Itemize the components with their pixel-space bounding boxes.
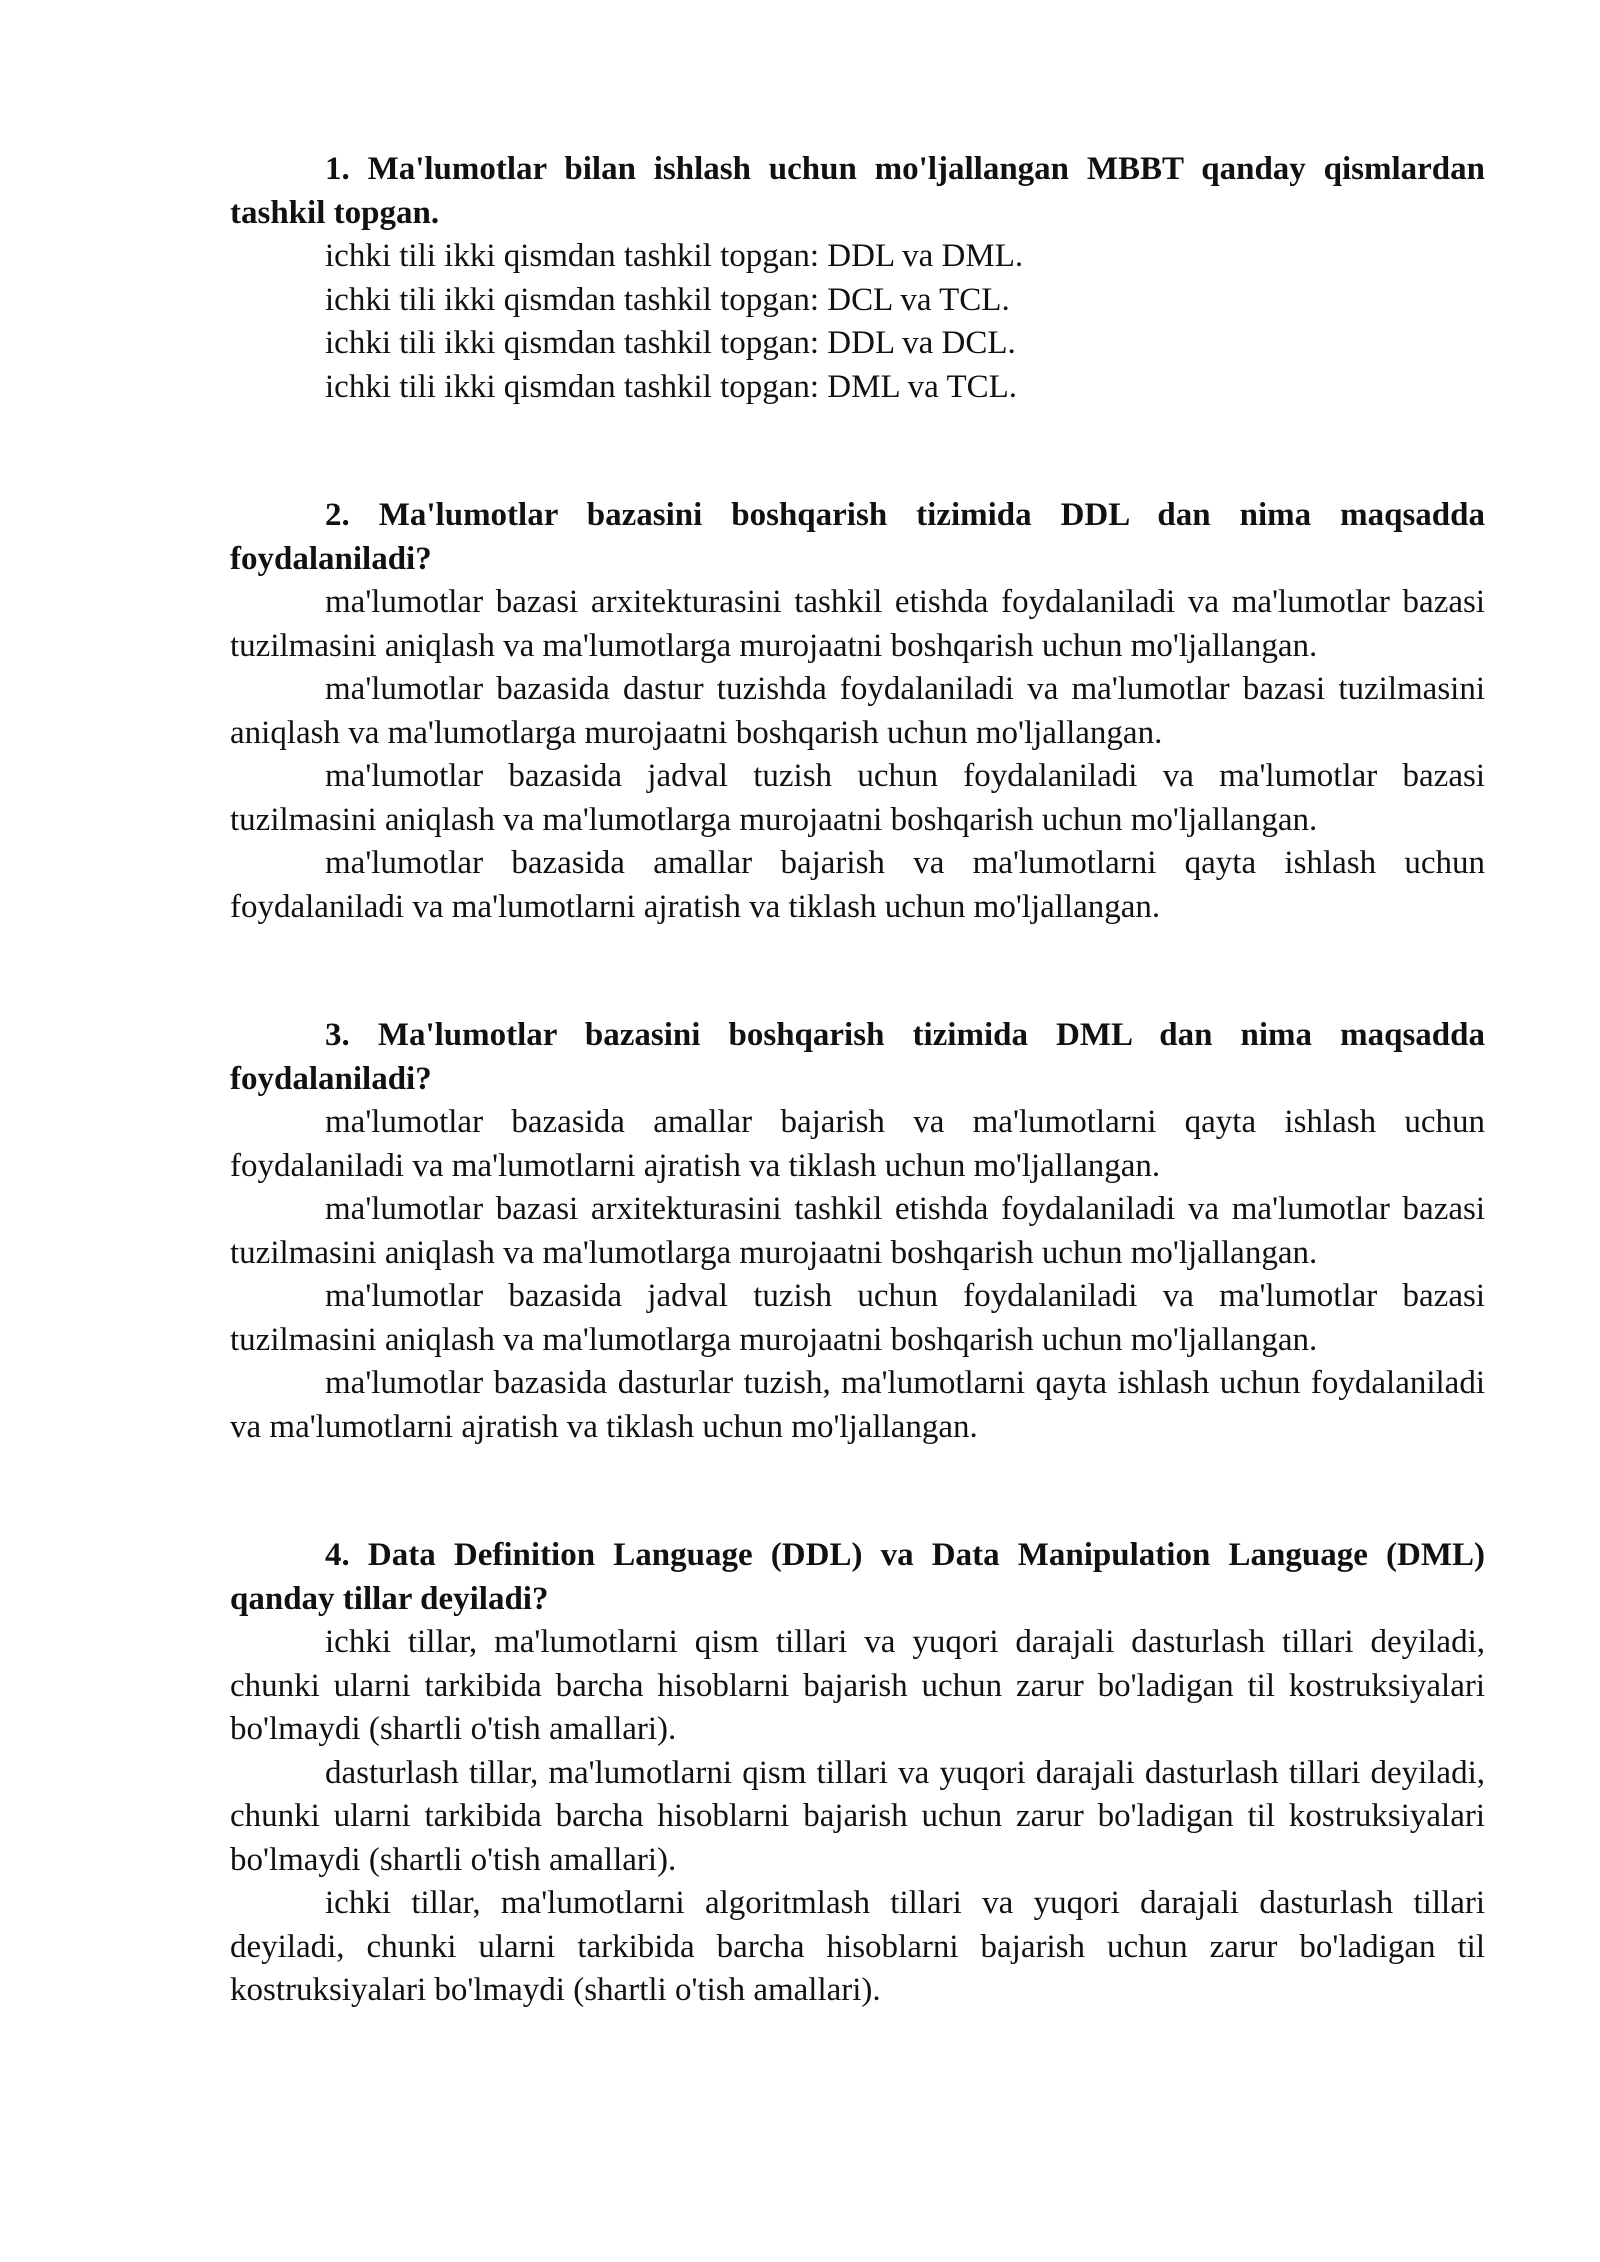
- question-number: 1.: [325, 151, 350, 187]
- answer-option: ma'lumotlar bazasida dasturlar tuzish, ma'lumotlarni qayta ishlash uchun foydalaniladi va ma'lumotlarni ajratish va tiklash uchun mo'ljallangan.: [230, 1365, 1485, 1445]
- answer-option: ma'lumotlar bazasida jadval tuzish uchun foydalaniladi va ma'lumotlar bazasi tuzilmasini aniqlash va ma'lumotlarga murojaatni boshqarish uchun mo'ljallangan.: [230, 758, 1485, 838]
- answer-option: ma'lumotlar bazasida amallar bajarish va ma'lumotlarni qayta ishlash uchun foydalaniladi va ma'lumotlarni ajratish va tiklash uchun mo'ljallangan.: [230, 1104, 1485, 1184]
- question-title: [230, 494, 1485, 581]
- question-number: 3.: [325, 1017, 350, 1053]
- answer-option: ma'lumotlar bazasi arxitekturasini tashkil etishda foydalaniladi va ma'lumotlar bazasi tuzilmasini aniqlash va ma'lumotlarga murojaatni boshqarish uchun mo'ljallangan.: [230, 1191, 1485, 1271]
- question-text: Ma'lumotlar bazasini boshqarish tizimida DML dan nima maqsadda foydalaniladi?: [230, 1017, 1485, 1097]
- answer-option: ichki tillar, ma'lumotlarni qism tillari va yuqori darajali dasturlash tillari deyiladi, chunki ularni tarkibida barcha hisoblarni bajarish uchun zarur bo'ladigan til kostruksiyalari bo'lmaydi (shartli o'tish amallari).: [230, 1624, 1485, 1747]
- question-4: [230, 1534, 1485, 2013]
- question-title: [230, 148, 1485, 235]
- answer-option: ichki tili ikki qismdan tashkil topgan: DCL va TCL.: [325, 281, 1010, 318]
- answer-option: ma'lumotlar bazasida dastur tuzishda foydalaniladi va ma'lumotlar bazasi tuzilmasini aniqlash va ma'lumotlarga murojaatni boshqarish uchun mo'ljallangan.: [230, 671, 1485, 751]
- question-text: Ma'lumotlar bilan ishlash uchun mo'ljallangan MBBT qanday qismlardan tashkil topgan.: [230, 151, 1485, 231]
- answer-option: ma'lumotlar bazasida jadval tuzish uchun foydalaniladi va ma'lumotlar bazasi tuzilmasini aniqlash va ma'lumotlarga murojaatni boshqarish uchun mo'ljallangan.: [230, 1278, 1485, 1358]
- answer-option: dasturlash tillar, ma'lumotlarni qism tillari va yuqori darajali dasturlash tillari deyiladi, chunki ularni tarkibida barcha hisoblarni bajarish uchun zarur bo'ladigan til kostruksiyalari bo'lmaydi (shartli o'tish amallari).: [230, 1754, 1485, 1878]
- answer-option: ichki tili ikki qismdan tashkil topgan: DDL va DCL.: [325, 325, 1016, 361]
- question-1: [230, 148, 1485, 409]
- answer-option: ma'lumotlar bazasida amallar bajarish va ma'lumotlarni qayta ishlash uchun foydalaniladi va ma'lumotlarni ajratish va tiklash uchun mo'ljallangan.: [230, 845, 1485, 925]
- question-title: [230, 1534, 1485, 1621]
- question-number: 4.: [325, 1537, 350, 1573]
- answer-option: ichki tili ikki qismdan tashkil topgan: DML va TCL.: [325, 368, 1018, 405]
- question-text: Ma'lumotlar bazasini boshqarish tizimida DDL dan nima maqsadda foydalaniladi?: [230, 497, 1485, 577]
- question-title: [230, 1014, 1485, 1101]
- document-page: [230, 148, 1485, 2013]
- question-text: Data Definition Language (DDL) va Data Manipulation Language (DML) qanday tillar deyiladi?: [230, 1537, 1485, 1617]
- answer-option: ichki tillar, ma'lumotlarni algoritmlash tillari va yuqori darajali dasturlash tillari deyiladi, chunki ularni tarkibida barcha hisoblarni bajarish uchun zarur bo'ladigan til kostruksiyalari bo'lmaydi (shartli o'tish amallari).: [230, 1885, 1485, 2008]
- answer-option: ma'lumotlar bazasi arxitekturasini tashkil etishda foydalaniladi va ma'lumotlar bazasi tuzilmasini aniqlash va ma'lumotlarga murojaatni boshqarish uchun mo'ljallangan.: [230, 584, 1485, 664]
- question-2: [230, 494, 1485, 929]
- answer-option: ichki tili ikki qismdan tashkil topgan: DDL va DML.: [325, 238, 1024, 274]
- question-number: 2.: [325, 497, 350, 533]
- question-3: [230, 1014, 1485, 1449]
